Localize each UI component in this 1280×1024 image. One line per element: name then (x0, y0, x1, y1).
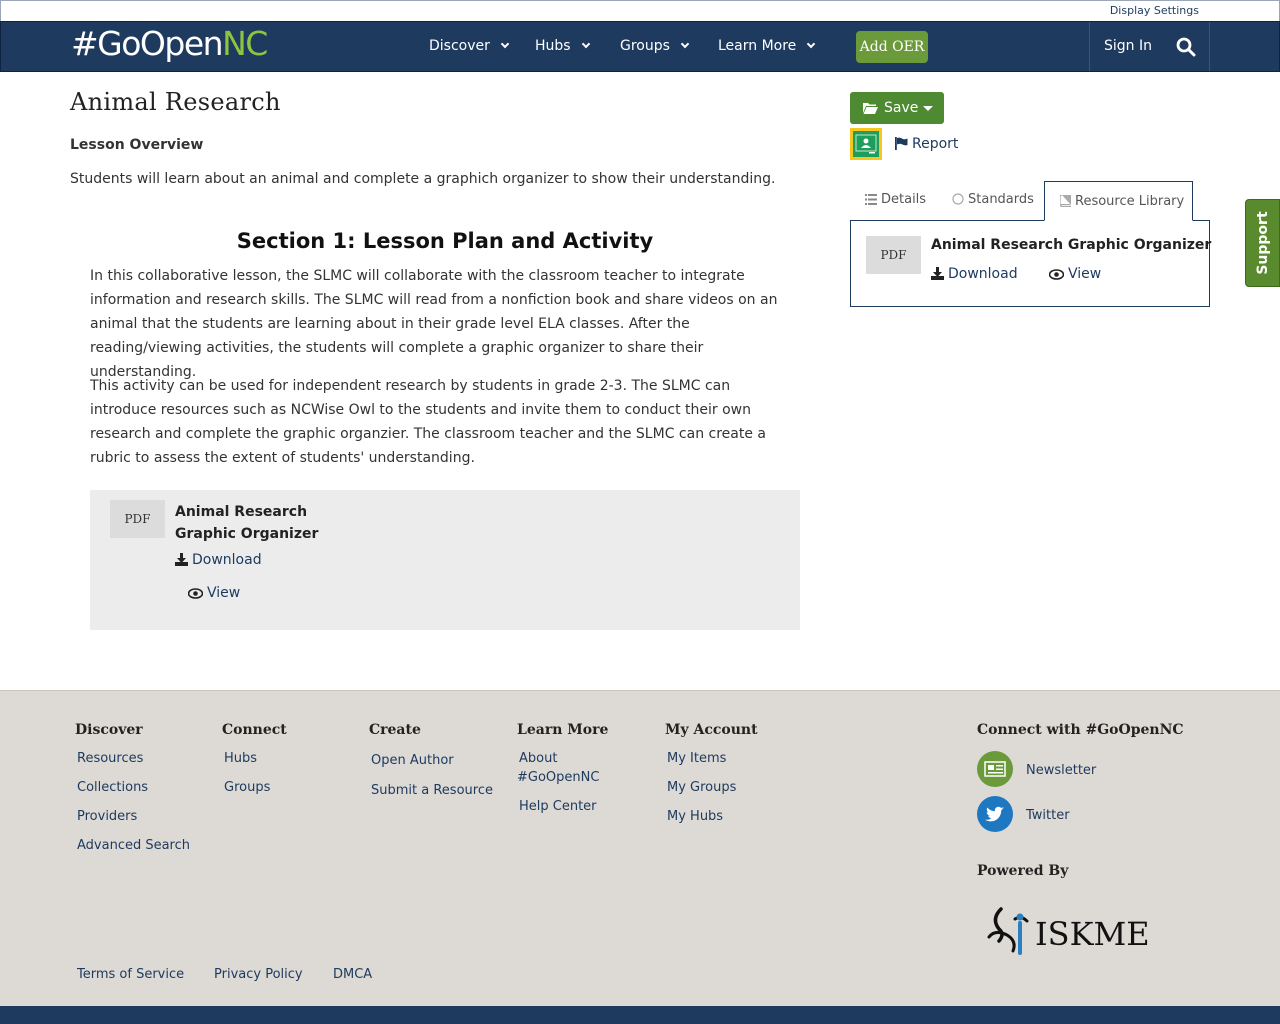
footer-link-my-hubs[interactable]: My Hubs (667, 809, 724, 824)
sign-in-link[interactable]: Sign In (1104, 38, 1152, 54)
chevron-down-icon (807, 40, 815, 48)
resource-library-download-label: Download (948, 266, 1018, 282)
footer-link-privacy[interactable]: Privacy Policy (214, 967, 303, 982)
footer-link-advanced-search[interactable]: Advanced Search (77, 838, 191, 853)
resource-library-panel (850, 220, 1210, 307)
footer-link-twitter[interactable]: Twitter (1026, 808, 1070, 823)
pdf-badge: PDF (866, 236, 921, 274)
nav-groups[interactable] (620, 38, 688, 54)
footer-link-newsletter[interactable]: Newsletter (1026, 763, 1097, 778)
tab-resource-library[interactable] (1044, 181, 1193, 221)
resource-library-view-label: View (1068, 266, 1102, 282)
logo-prefix: #GoOpen (71, 24, 223, 63)
iskme-wordmark: ISKME (1035, 915, 1150, 953)
book-icon (1060, 195, 1071, 207)
nav-hubs-label: Hubs (535, 38, 571, 54)
pdf-badge: PDF (110, 500, 165, 538)
footer-connect-heading: Connect (222, 722, 287, 738)
chevron-down-icon (581, 40, 589, 48)
tab-details[interactable] (865, 192, 926, 207)
eye-icon (188, 588, 203, 599)
nav-discover[interactable] (429, 38, 508, 54)
iskme-logo[interactable] (987, 901, 1157, 961)
powered-by-label: Powered By (977, 863, 1069, 879)
section-paragraph-2: This activity can be used for independent research by students in grade 2-3. The SLMC can introduce resources such as NCWise Owl to the students and invite them to conduct their own research and complete the graphic organzier. The classroom teacher and the SLMC can create a rubric to assess the extent of students' understanding. (90, 378, 766, 466)
download-icon (931, 267, 944, 280)
support-tab[interactable] (1245, 199, 1280, 287)
nav-divider (1209, 22, 1210, 71)
section-heading: Section 1: Lesson Plan and Activity (236, 229, 654, 253)
eye-icon (1049, 269, 1064, 280)
report-link[interactable] (895, 136, 958, 152)
tab-resource-library-label: Resource Library (1075, 194, 1185, 209)
resource-download-label: Download (192, 552, 262, 568)
nav-groups-label: Groups (620, 38, 670, 54)
footer-link-dmca[interactable]: DMCA (333, 967, 373, 982)
section-paragraph-1: In this collaborative lesson, the SLMC will collaborate with the classroom teacher to integrate information and research skills. The SLMC will read from a nonfiction book and share videos on an animal that the students are learning about in their grade level ELA classes. After the reading/viewing activities, the students will complete a graphic organizer to share their understanding. (90, 268, 778, 380)
nav-learn-more-label: Learn More (718, 38, 797, 54)
caret-down-icon (923, 106, 933, 111)
tab-standards[interactable] (952, 192, 1034, 207)
footer-link-my-items[interactable]: My Items (667, 751, 727, 766)
support-label: Support (1254, 211, 1271, 275)
footer-link-resources[interactable]: Resources (77, 751, 144, 766)
display-settings-link[interactable]: Display Settings (1109, 4, 1199, 17)
tab-details-label: Details (881, 192, 927, 207)
footer-link-groups[interactable]: Groups (224, 780, 271, 795)
footer-link-about-goopennc[interactable]: #GoOpenNC (517, 770, 600, 785)
footer-discover-heading: Discover (75, 722, 143, 738)
footer-connect-with-heading: Connect with #GoOpenNC (977, 722, 1184, 738)
nav-learn-more[interactable] (718, 38, 814, 54)
footer-my-account-heading: My Account (665, 722, 758, 738)
resource-download-link[interactable] (175, 552, 262, 568)
search-icon[interactable] (1176, 37, 1196, 57)
footer-create-heading: Create (369, 722, 421, 738)
site-logo[interactable] (71, 24, 267, 64)
footer-bottom-bar (0, 1006, 1280, 1024)
site-footer (0, 690, 1280, 1006)
add-oer-button[interactable]: Add OER (856, 31, 928, 63)
nav-divider (1089, 22, 1090, 71)
list-icon (865, 194, 877, 205)
save-label: Save (884, 100, 919, 116)
resource-title[interactable]: Animal Research Graphic Organizer (175, 504, 319, 542)
report-label: Report (912, 136, 959, 152)
newsletter-icon[interactable] (977, 751, 1013, 787)
logo-suffix: NC (222, 24, 267, 63)
google-classroom-icon (853, 131, 879, 157)
resource-attachment (90, 490, 800, 630)
main-navbar (0, 21, 1280, 72)
save-button[interactable] (850, 92, 944, 124)
footer-link-collections[interactable]: Collections (77, 780, 149, 795)
footer-link-about[interactable]: About (519, 751, 558, 766)
tab-standards-label: Standards (968, 192, 1034, 207)
footer-learn-more-heading: Learn More (517, 722, 609, 738)
download-icon (175, 553, 188, 566)
resource-library-view-link[interactable] (1049, 266, 1101, 282)
footer-link-open-author[interactable]: Open Author (371, 753, 454, 768)
footer-link-my-groups[interactable]: My Groups (667, 780, 737, 795)
google-classroom-share-button[interactable] (850, 128, 882, 160)
utility-bar (0, 0, 1280, 21)
page-title: Animal Research (70, 88, 281, 116)
lesson-overview-text: Students will learn about an animal and complete a graphich organizer to show their understanding. (70, 171, 776, 187)
resource-library-download-link[interactable] (931, 266, 1018, 282)
twitter-icon[interactable] (977, 796, 1013, 832)
chevron-down-icon (681, 40, 689, 48)
flag-icon (895, 137, 908, 150)
footer-link-terms[interactable]: Terms of Service (77, 967, 185, 982)
nav-hubs[interactable] (535, 38, 589, 54)
resource-tabs (850, 181, 1210, 221)
lesson-overview-label: Lesson Overview (70, 137, 204, 153)
footer-link-providers[interactable]: Providers (77, 809, 138, 824)
resource-view-label: View (207, 585, 241, 601)
chevron-down-icon (501, 40, 509, 48)
footer-link-submit-resource[interactable]: Submit a Resource (371, 783, 493, 798)
footer-link-help-center[interactable]: Help Center (519, 799, 597, 814)
circle-icon (952, 193, 964, 205)
folder-open-icon (863, 102, 878, 114)
resource-view-link[interactable] (188, 585, 240, 601)
resource-library-item-title[interactable]: Animal Research Graphic Organizer (931, 237, 1212, 253)
nav-discover-label: Discover (429, 38, 490, 54)
footer-link-hubs[interactable]: Hubs (224, 751, 258, 766)
